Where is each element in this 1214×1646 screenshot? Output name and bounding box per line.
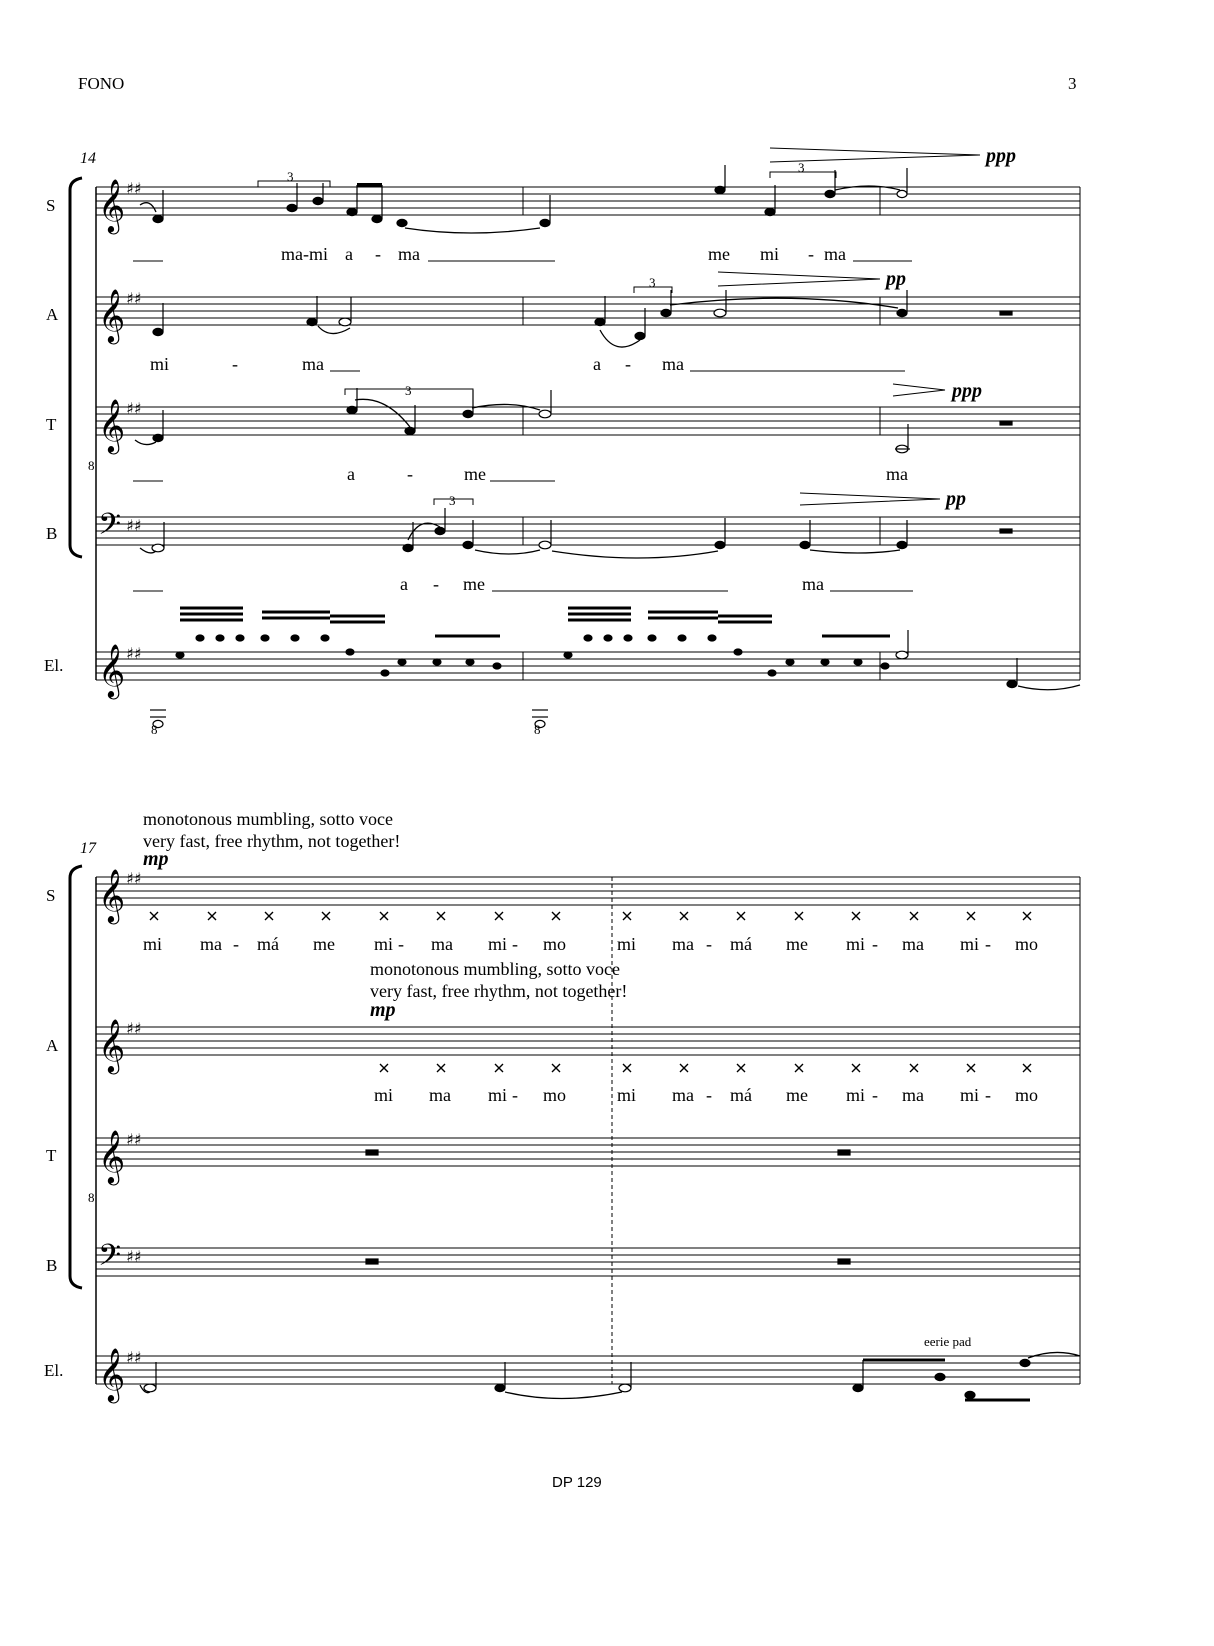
lyric: mi <box>143 934 163 954</box>
lyric: má <box>257 934 279 954</box>
lyric: mi <box>150 354 170 374</box>
svg-text:𝄞: 𝄞 <box>98 1129 126 1183</box>
lyric: mi <box>488 934 508 954</box>
svg-text:♯♯: ♯♯ <box>126 1130 142 1149</box>
lyric: - <box>985 934 991 954</box>
lyric: mo <box>1015 934 1039 954</box>
staff-electronics-1 <box>96 652 1080 680</box>
svg-text:♯♯: ♯♯ <box>126 516 142 535</box>
octave-mark: 8 <box>88 1190 95 1205</box>
lyric: me <box>464 464 486 484</box>
lyric: ma <box>824 244 846 264</box>
lyric: mo <box>543 1085 567 1105</box>
label-electronics-1: El. <box>44 656 64 675</box>
performance-direction-alto <box>370 958 627 1002</box>
lyric: mi <box>488 1085 508 1105</box>
lyric: a <box>593 354 601 374</box>
lyric: me <box>786 1085 808 1105</box>
lyric: - <box>808 244 814 264</box>
lyric: - <box>625 354 631 374</box>
lyric: ma <box>672 934 694 954</box>
catalog-number: DP 129 <box>552 1474 602 1491</box>
electronics-label: eerie pad <box>924 1334 972 1349</box>
lyric: ma <box>429 1085 451 1105</box>
tuplet-3: 3 <box>798 160 805 175</box>
lyric: me <box>313 934 335 954</box>
measure-number-17: 17 <box>80 840 96 857</box>
svg-text:♯♯: ♯♯ <box>126 179 142 198</box>
label-soprano-1: S <box>46 196 56 215</box>
octave-mark: 8 <box>534 722 541 737</box>
score-title: FONO <box>78 74 125 93</box>
label-bass-2: B <box>46 1256 58 1275</box>
octave-mark: 8 <box>151 722 158 737</box>
label-tenor-2: T <box>46 1146 57 1165</box>
label-soprano-2: S <box>46 886 56 905</box>
lyric: mo <box>1015 1085 1039 1105</box>
svg-text:𝄢: 𝄢 <box>98 508 122 549</box>
lyric: mi <box>374 1085 394 1105</box>
svg-text:♯♯: ♯♯ <box>126 399 142 418</box>
lyric: - <box>872 934 878 954</box>
tuplet-3: 3 <box>287 169 294 184</box>
lyric: ma <box>902 934 924 954</box>
svg-text:𝄞: 𝄞 <box>98 1018 126 1072</box>
lyric: - <box>398 934 404 954</box>
lyric: - <box>985 1085 991 1105</box>
label-alto-1: A <box>46 305 59 324</box>
direction-line: monotonous mumbling, sotto voce <box>143 809 393 829</box>
lyric: - <box>512 1085 518 1105</box>
staff-soprano-2 <box>96 877 1080 905</box>
svg-text:𝄞: 𝄞 <box>98 288 126 342</box>
svg-text:𝄞: 𝄞 <box>98 868 126 922</box>
lyric: má <box>730 1085 752 1105</box>
svg-text:𝄢: 𝄢 <box>98 1239 122 1280</box>
svg-text:𝄞: 𝄞 <box>98 1347 126 1401</box>
svg-text:♯♯: ♯♯ <box>126 644 142 663</box>
lyric: ma <box>902 1085 924 1105</box>
lyric: ma <box>200 934 222 954</box>
dynamic-soprano: ppp <box>986 145 1016 167</box>
label-alto-2: A <box>46 1036 59 1055</box>
lyric: mi <box>617 934 637 954</box>
staff-bass-2 <box>96 1248 1080 1276</box>
lyric: me <box>463 574 485 594</box>
staff-tenor-1 <box>96 407 1080 435</box>
staff-alto-2 <box>96 1027 1080 1055</box>
staff-soprano-1 <box>96 187 1080 215</box>
lyric: ma <box>431 934 453 954</box>
lyric: - <box>512 934 518 954</box>
direction-line: monotonous mumbling, sotto voce <box>370 959 620 979</box>
svg-text:𝄞: 𝄞 <box>98 178 126 232</box>
label-bass-1: B <box>46 524 58 543</box>
svg-text:♯♯: ♯♯ <box>126 289 142 308</box>
lyric: - <box>706 1085 712 1105</box>
dynamic-bass: pp <box>946 488 966 510</box>
svg-text:♯♯: ♯♯ <box>126 1019 142 1038</box>
lyric: mi <box>617 1085 637 1105</box>
measure-number-14: 14 <box>80 150 96 167</box>
lyric: - <box>706 934 712 954</box>
staff-alto-1 <box>96 297 1080 325</box>
lyric: mi <box>374 934 394 954</box>
lyric: ma <box>302 354 324 374</box>
lyric: me <box>786 934 808 954</box>
lyric: a <box>347 464 355 484</box>
lyric: ma-mi <box>281 244 328 264</box>
dynamic-tenor: ppp <box>952 380 982 402</box>
dynamic-soprano-2: mp <box>143 848 169 870</box>
lyric: mi <box>846 1085 866 1105</box>
lyric: a <box>345 244 353 264</box>
dynamic-alto: pp <box>886 268 906 290</box>
lyric: a <box>400 574 408 594</box>
lyric: - <box>433 574 439 594</box>
staff-tenor-2 <box>96 1138 1080 1166</box>
lyric: - <box>872 1085 878 1105</box>
lyric: ma <box>672 1085 694 1105</box>
lyric: - <box>232 354 238 374</box>
lyric: ma <box>398 244 420 264</box>
dynamic-alto-2: mp <box>370 999 396 1021</box>
tuplet-3: 3 <box>649 275 656 290</box>
page-number: 3 <box>1068 74 1077 93</box>
lyric: ma <box>802 574 824 594</box>
svg-text:𝄞: 𝄞 <box>98 643 126 697</box>
lyric: mi <box>960 934 980 954</box>
svg-text:𝄞: 𝄞 <box>98 398 126 452</box>
lyric: ma <box>886 464 908 484</box>
staff-bass-1 <box>96 517 1080 545</box>
direction-line: very fast, free rhythm, not together! <box>143 831 401 851</box>
direction-line: very fast, free rhythm, not together! <box>370 981 628 1001</box>
lyric: - <box>233 934 239 954</box>
lyric: me <box>708 244 730 264</box>
lyric: mi <box>960 1085 980 1105</box>
lyric: mo <box>543 934 567 954</box>
lyric: mi <box>760 244 780 264</box>
lyric: - <box>375 244 381 264</box>
lyric: - <box>407 464 413 484</box>
svg-text:♯♯: ♯♯ <box>126 1247 142 1266</box>
lyric: mi <box>846 934 866 954</box>
octave-mark: 8 <box>88 458 95 473</box>
tuplet-3: 3 <box>405 383 412 398</box>
label-tenor-1: T <box>46 415 57 434</box>
tuplet-3: 3 <box>449 493 456 508</box>
svg-text:♯♯: ♯♯ <box>126 1348 142 1367</box>
label-electronics-2: El. <box>44 1361 64 1380</box>
performance-direction-soprano <box>143 808 400 852</box>
lyric: ma <box>662 354 684 374</box>
svg-text:♯♯: ♯♯ <box>126 869 142 888</box>
lyric: má <box>730 934 752 954</box>
